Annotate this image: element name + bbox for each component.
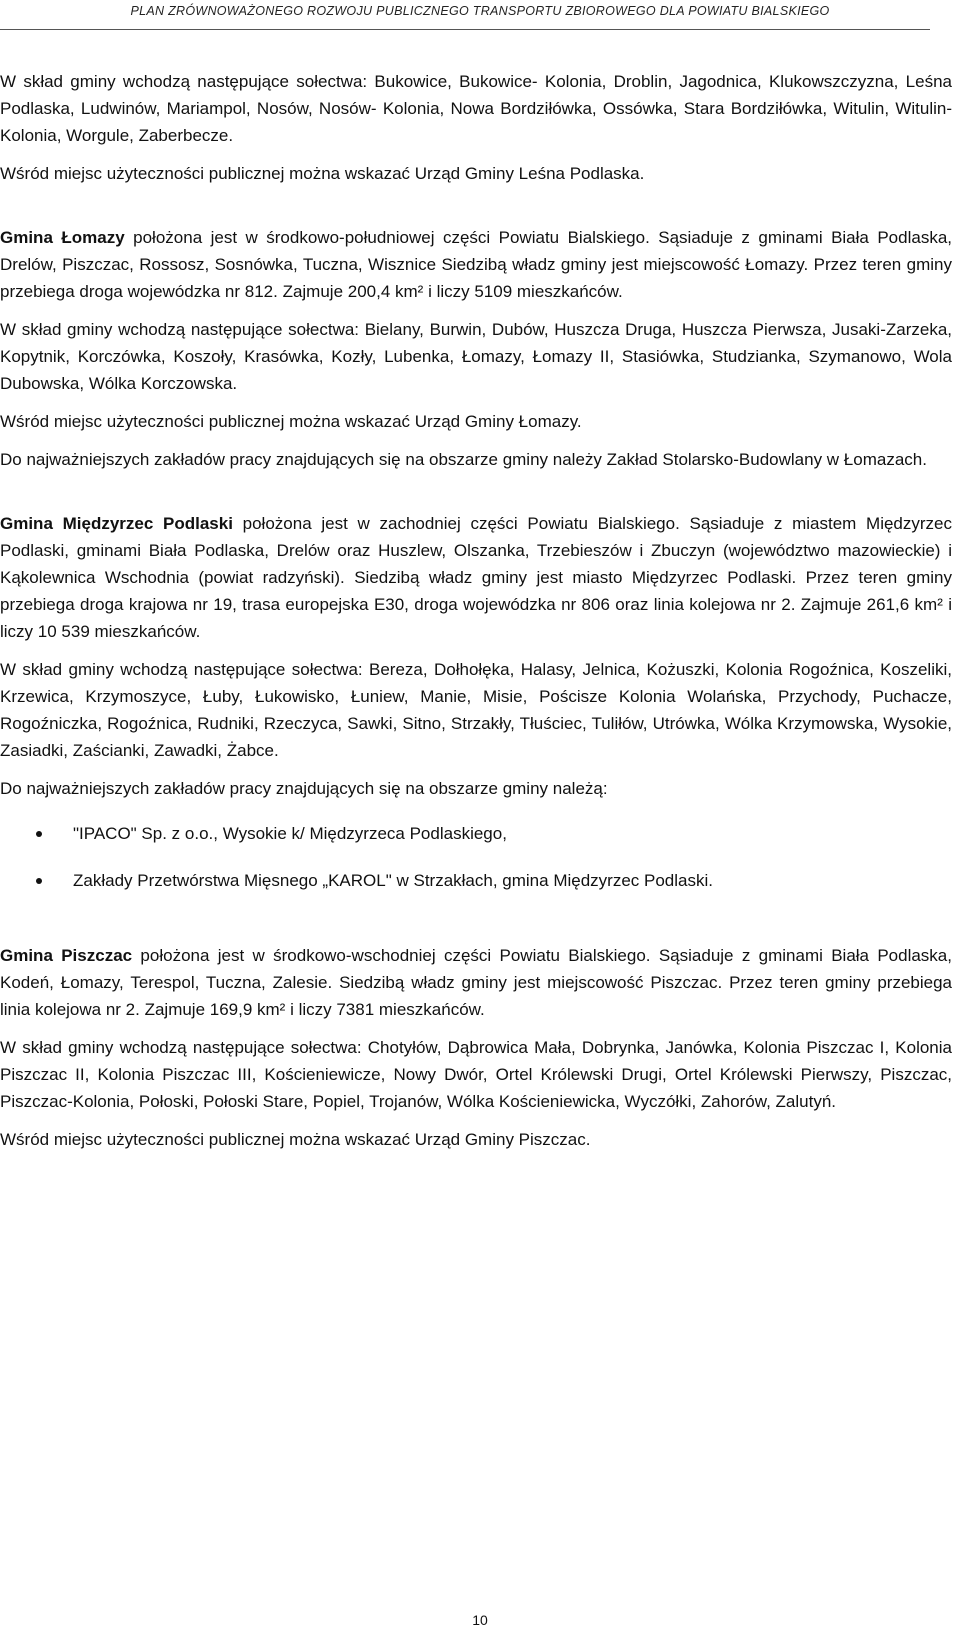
page-content — [0, 68, 952, 1153]
lomazy-employers-paragraph: Do najważniejszych zakładów pracy znajdujących się na obszarze gminy należy Zakład Stolarsko-Budowlany w Łomazach. — [0, 450, 927, 469]
piszczac-heading: Gmina Piszczac — [0, 946, 133, 965]
header-rule — [0, 29, 930, 30]
lomazy-public-places-paragraph: Wśród miejsc użyteczności publicznej można wskazać Urząd Gminy Łomazy. — [0, 412, 582, 431]
bullet-icon — [36, 831, 42, 837]
miedzyrzec-employers-paragraph: Do najważniejszych zakładów pracy znajdujących się na obszarze gminy należą: — [0, 779, 608, 798]
running-header: PLAN ZRÓWNOWAŻONEGO ROZWOJU PUBLICZNEGO TRANSPORTU ZBIOROWEGO DLA POWIATU BIALSKIEGO — [130, 4, 830, 18]
miedzyrzec-villages-paragraph: W skład gminy wchodzą następujące sołectwa: Bereza, Dołhołęka, Halasy, Jelnica, Kożuszki, Kolonia Rogoźnica, Koszeliki, Krzewica, Krzymoszyce, Łuby, Łukowisko, Łuniew, Manie, Misie, Pościsze Kolonia Wolańska, Przychody, Puchacze, Rogoźniczka, Rogoźnica, Rudniki, Rzeczyca, Sawki, Sitno, Strzakły, Tłuściec, Tuliłów, Utrówka, Wólka Krzymowska, Wysokie, Zasiadki, Zaścianki, Zawadki, Żabce. — [0, 660, 952, 760]
lomazy-intro-paragraph — [0, 224, 952, 305]
piszczac-intro-paragraph — [0, 942, 952, 1023]
employers-list — [0, 820, 952, 894]
page-number: 10 — [472, 1612, 488, 1628]
list-item: "IPACO" Sp. z o.o., Wysokie k/ Międzyrzeca Podlaskiego, — [0, 820, 952, 847]
miedzyrzec-intro-paragraph — [0, 510, 952, 645]
miedzyrzec-heading: Gmina Międzyrzec Podlaski — [0, 514, 233, 533]
lesna-public-places-paragraph: Wśród miejsc użyteczności publicznej można wskazać Urząd Gminy Leśna Podlaska. — [0, 164, 645, 183]
lomazy-villages-paragraph: W skład gminy wchodzą następujące sołectwa: Bielany, Burwin, Dubów, Huszcza Druga, Huszcza Pierwsza, Jusaki-Zarzeka, Kopytnik, Korczówka, Koszoły, Krasówka, Kozły, Lubenka, Łomazy, Łomazy II, Stasiówka, Studzianka, Szymanowo, Wola Dubowska, Wólka Korczowska. — [0, 320, 952, 393]
lomazy-intro-text: położona jest w środkowo-południowej części Powiatu Bialskiego. Sąsiaduje z gminami Biała Podlaska, Drelów, Piszczac, Rossosz, Sosnówka, Tuczna, Wisznice Siedzibą władz gminy jest miejscowość Łomazy. Przez teren gminy przebiega droga wojewódzka nr 812. Zajmuje 200,4 km² i liczy 5109 mieszkańców. — [0, 228, 952, 301]
miedzyrzec-intro-text: położona jest w zachodniej części Powiatu Bialskiego. Sąsiaduje z miastem Międzyrzec Podlaski, gminami Biała Podlaska, Drelów oraz Huszlew, Olszanka, Trzebieszów i Zbuczyn (województwo mazowieckie) i Kąkolewnica Wschodnia (powiat radzyński). Siedzibą władz gminy jest miasto Międzyrzec Podlaski. Przez teren gminy przebiega droga krajowa nr 19, trasa europejska E30, droga wojewódzka nr 806 oraz linia kolejowa nr 2. Zajmuje 261,6 km² i liczy 10 539 mieszkańców. — [0, 514, 952, 641]
piszczac-villages-paragraph: W skład gminy wchodzą następujące sołectwa: Chotyłów, Dąbrowica Mała, Dobrynka, Janówka, Kolonia Piszczac I, Kolonia Piszczac II, Kolonia Piszczac III, Kościeniewicze, Nowy Dwór, Ortel Królewski Drugi, Ortel Królewski Pierwszy, Piszczac, Piszczac-Kolonia, Połoski, Połoski Stare, Popiel, Trojanów, Wólka Kościeniewicka, Wyczółki, Zahorów, Zalutyń. — [0, 1038, 952, 1111]
lomazy-heading: Gmina Łomazy — [0, 228, 125, 247]
bullet-icon — [36, 878, 42, 884]
piszczac-intro-text: położona jest w środkowo-wschodniej części Powiatu Bialskiego. Sąsiaduje z gminami Biała Podlaska, Kodeń, Łomazy, Terespol, Tuczna, Zalesie. Siedzibą władz gminy jest miejscowość Piszczac. Przez teren gminy przebiega linia kolejowa nr 2. Zajmuje 169,9 km² i liczy 7381 mieszkańców. — [0, 946, 952, 1019]
list-item: Zakłady Przetwórstwa Mięsnego „KAROL" w Strzakłach, gmina Międzyrzec Podlaski. — [0, 867, 952, 894]
piszczac-public-places-paragraph: Wśród miejsc użyteczności publicznej można wskazać Urząd Gminy Piszczac. — [0, 1130, 591, 1149]
lesna-villages-paragraph: W skład gminy wchodzą następujące sołectwa: Bukowice, Bukowice- Kolonia, Droblin, Jagodnica, Klukowszczyzna, Leśna Podlaska, Ludwinów, Mariampol, Nosów, Nosów- Kolonia, Nowa Bordziłówka, Ossówka, Stara Bordziłówka, Witulin, Witulin- Kolonia, Worgule, Zaberbecze. — [0, 72, 952, 145]
